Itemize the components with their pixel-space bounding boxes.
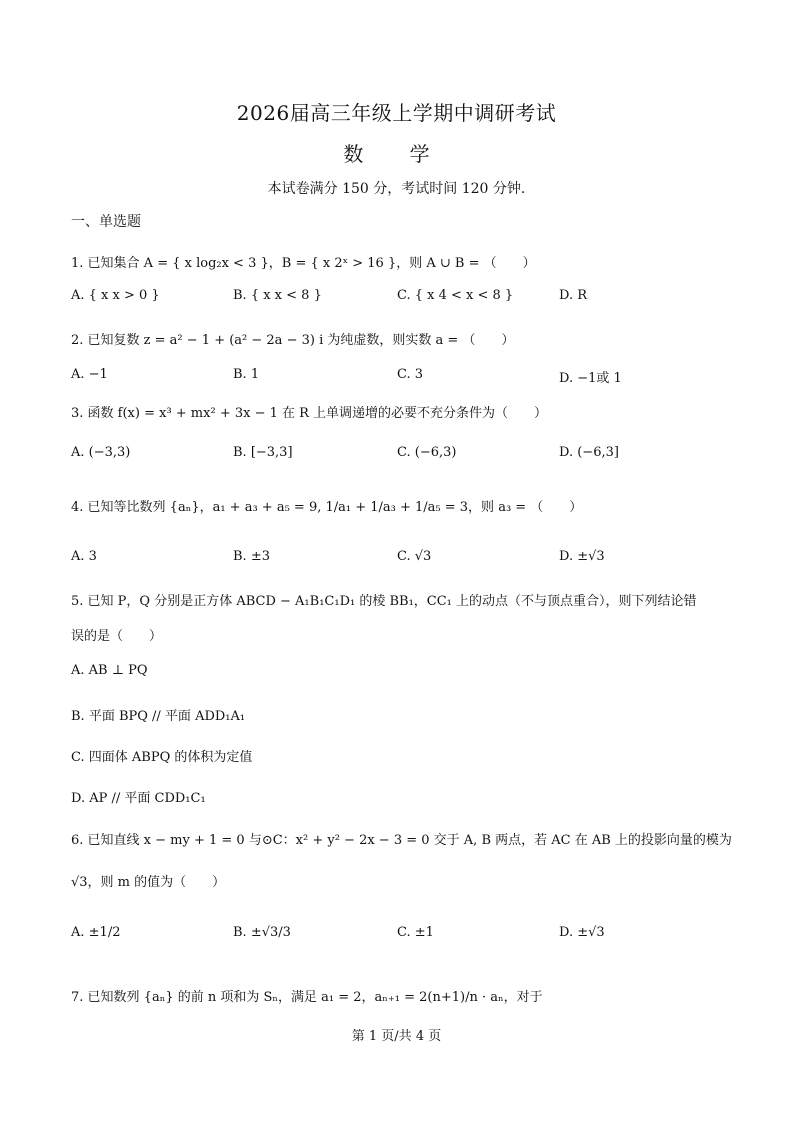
question-5-option-c: C. 四面体 ABPQ 的体积为定值 [71, 750, 253, 765]
exam-info: 本试卷满分 150 分，考试时间 120 分钟. [267, 181, 526, 197]
question-5-option-a: A. AB ⊥ PQ [71, 663, 148, 678]
question-6-stem-line1: 6. 已知直线 x − my + 1 = 0 与⊙C：x² + y² − 2x − 3 = 0 交于 A, B 两点，若 AC 在 AB 上的投影向量的模为 [71, 833, 732, 848]
question-3-option-d: D. (−6,3] [559, 445, 619, 460]
question-2-option-c: C. 3 [397, 367, 424, 382]
question-6-option-a: A. ±1/2 [71, 925, 121, 940]
question-4-option-c: C. √3 [397, 549, 432, 564]
question-4-option-a: A. 3 [71, 549, 97, 564]
question-2-option-b: B. 1 [233, 367, 260, 382]
question-2-option-d: D. −1或 1 [559, 371, 622, 386]
question-4-option-b: B. ±3 [233, 549, 270, 564]
question-3-stem: 3. 函数 f(x) = x³ + mx² + 3x − 1 在 R 上单调递增的必要不充分条件为（ ） [71, 406, 548, 421]
question-6-option-c: C. ±1 [397, 925, 434, 940]
question-5-stem-line1: 5. 已知 P，Q 分别是正方体 ABCD − A₁B₁C₁D₁ 的棱 BB₁，CC₁ 上的动点（不与顶点重合），则下列结论错 [71, 594, 697, 609]
question-5-option-d: D. AP // 平面 CDD₁C₁ [71, 791, 206, 806]
question-1-option-d: D. R [559, 288, 588, 303]
question-6-option-b: B. ±√3/3 [233, 925, 291, 940]
question-3-option-b: B. [−3,3] [233, 445, 293, 460]
question-2-stem: 2. 已知复数 z = a² − 1 + (a² − 2a − 3) i 为纯虚数，则实数 a = （ ） [71, 333, 515, 348]
question-5-stem-line2: 误的是（ ） [71, 629, 163, 644]
exam-subject: 数 学 [343, 142, 450, 166]
page-number: 第 1 页/共 4 页 [351, 1029, 442, 1044]
exam-title: 2026届高三年级上学期中调研考试 [236, 101, 557, 125]
question-1-option-a: A. { x x > 0 } [71, 288, 160, 303]
question-2-option-a: A. −1 [71, 367, 108, 382]
question-7-stem: 7. 已知数列 {aₙ} 的前 n 项和为 Sₙ，满足 a₁ = 2，aₙ₊₁ = 2(n+1)/n · aₙ，对于 [71, 990, 543, 1005]
question-4-option-d: D. ±√3 [559, 549, 605, 564]
question-3-option-a: A. (−3,3) [71, 445, 131, 460]
question-1-option-c: C. { x 4 < x < 8 } [397, 288, 514, 303]
question-6-stem-line2: √3，则 m 的值为（ ） [71, 875, 226, 890]
question-1-stem: 1. 已知集合 A = { x log₂x < 3 }，B = { x 2ˣ > 16 }，则 A ∪ B = （ ） [71, 256, 536, 271]
question-3-option-c: C. (−6,3) [397, 445, 457, 460]
section-heading: 一、单选题 [71, 214, 141, 230]
question-6-option-d: D. ±√3 [559, 925, 605, 940]
question-1-option-b: B. { x x < 8 } [233, 288, 322, 303]
question-5-option-b: B. 平面 BPQ // 平面 ADD₁A₁ [71, 709, 246, 724]
question-4-stem: 4. 已知等比数列 {aₙ}，a₁ + a₃ + a₅ = 9, 1/a₁ + 1/a₃ + 1/a₅ = 3，则 a₃ = （ ） [71, 500, 583, 515]
